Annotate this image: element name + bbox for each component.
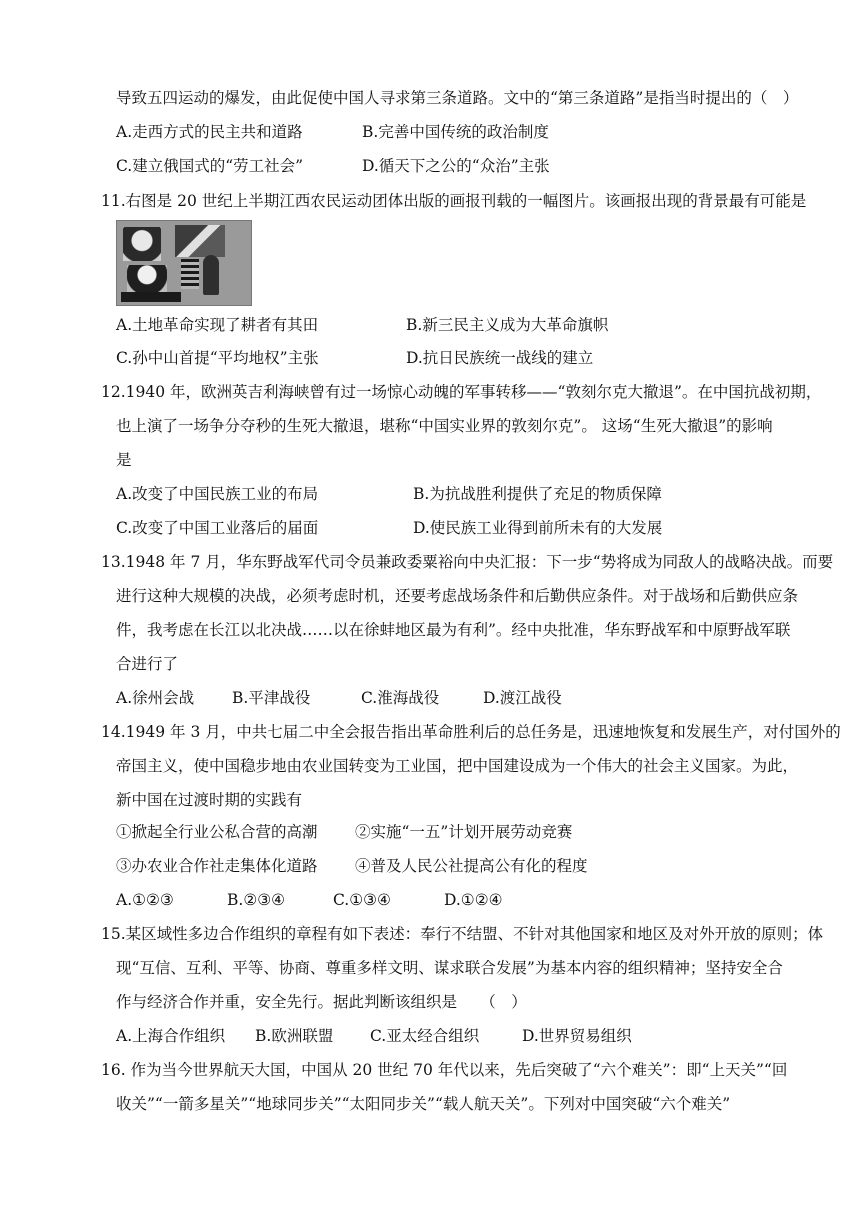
q14-option-a: A.①②③ xyxy=(116,891,174,909)
q13-stem-line1: 13.1948 年 7 月，华东野战军代司令员兼政委粟裕向中央汇报：下一步“势将成为同敌人的战略决战。而要 xyxy=(101,553,834,571)
q12-option-b: B.为抗战胜利提供了充足的物质保障 xyxy=(413,485,662,503)
q12-option-d: D.使民族工业得到前所未有的大发展 xyxy=(413,519,663,537)
q14-option-c: C.①③④ xyxy=(333,891,391,909)
q10-option-d: D.循天下之公的“众治”主张 xyxy=(362,157,550,175)
q15-option-c: C.亚太经合组织 xyxy=(370,1027,480,1045)
q12-stem-line2: 也上演了一场争分夺秒的生死大撤退，堪称“中国实业界的敦刻尔克”。 这场“生死大撤退”的影响 xyxy=(116,417,773,435)
caption-strokes xyxy=(181,259,199,289)
q14-stem-line2: 帝国主义，使中国稳步地由农业国转变为工业国，把中国建设成为一个伟大的社会主义国家。为此， xyxy=(116,757,799,775)
q13-stem-line2: 进行这种大规模的决战，必须考虑时机，还要考虑战场条件和后勤供应条件。对于战场和后勤供应条 xyxy=(116,587,799,605)
portrait-photo xyxy=(127,265,167,293)
q12-stem-line1: 12.1940 年，欧洲英吉利海峡曾有过一场惊心动魄的军事转移——“敦刻尔克大撤退”。在中国抗战初期， xyxy=(101,383,822,401)
q14-statement-1: ①掀起全行业公私合营的高潮 xyxy=(116,823,318,841)
q15-option-d: D.世界贸易组织 xyxy=(522,1027,632,1045)
q15-stem-line2: 现“互信、互利、平等、协商、尊重多样文明、谋求联合发展”为基本内容的组织精神；坚持安全合 xyxy=(116,959,783,977)
q13-option-d: D.渡江战役 xyxy=(483,689,562,707)
q14-option-d: D.①②④ xyxy=(444,891,503,909)
q13-stem-line3: 件，我考虑在长江以北决战……以在徐蚌地区最为有利”。经中央批准，华东野战军和中原野战军联 xyxy=(116,621,791,639)
flag-image xyxy=(175,225,225,257)
q15-option-b: B.欧洲联盟 xyxy=(255,1027,334,1045)
q11-option-c: C.孙中山首提“平均地权”主张 xyxy=(116,349,319,367)
q14-stem-line1: 14.1949 年 3 月，中共七届二中全会报告指出革命胜利后的总任务是，迅速地恢复和发展生产，对付国外的 xyxy=(101,723,841,741)
q14-stem-line3: 新中国在过渡时期的实践有 xyxy=(116,791,303,809)
q10-option-c: C.建立俄国式的“劳工社会” xyxy=(116,157,304,175)
q14-statement-2: ②实施“一五”计划开展劳动竞赛 xyxy=(355,823,573,841)
q12-option-a: A.改变了中国民族工业的布局 xyxy=(116,485,319,503)
q11-option-d: D.抗日民族统一战线的建立 xyxy=(406,349,594,367)
q12-option-c: C.改变了中国工业落后的届面 xyxy=(116,519,319,537)
q16-stem-line2: 收关”“一箭多星关”“地球同步关”“太阳同步关”“载人航天关”。下列对中国突破“六个难关” xyxy=(116,1095,731,1113)
q12-stem-line3: 是 xyxy=(116,451,132,469)
q10-option-a: A.走西方式的民主共和道路 xyxy=(116,123,303,141)
q15-stem-line1: 15.某区域性多边合作组织的章程有如下表述：奉行不结盟、不针对其他国家和地区及对外开放的原则；体 xyxy=(101,925,824,943)
q13-stem-line4: 合进行了 xyxy=(116,655,179,673)
q11-option-a: A.土地革命实现了耕者有其田 xyxy=(116,316,319,334)
caption-strip xyxy=(121,292,181,302)
q10-option-b: B.完善中国传统的政治制度 xyxy=(362,123,549,141)
q14-statement-3: ③办农业合作社走集体化道路 xyxy=(116,857,318,875)
q11-stem: 11.右图是 20 世纪上半期江西农民运动团体出版的画报刊载的一幅图片。该画报出现的背景最有可能是 xyxy=(101,192,807,210)
q11-option-b: B.新三民主义成为大革命旗帜 xyxy=(406,316,609,334)
portrait-photo xyxy=(123,227,161,261)
q13-option-c: C.淮海战役 xyxy=(361,689,440,707)
q14-statement-4: ④普及人民公社提高公有化的程度 xyxy=(355,857,588,875)
q15-stem-line3: 作与经济合作并重，安全先行。据此判断该组织是 （ ） xyxy=(116,993,527,1011)
q11-pictorial-image xyxy=(116,220,252,306)
q15-option-a: A.上海合作组织 xyxy=(116,1027,226,1045)
q13-option-a: A.徐州会战 xyxy=(116,689,195,707)
q13-option-b: B.平津战役 xyxy=(232,689,311,707)
q14-option-b: B.②③④ xyxy=(227,891,286,909)
q10-stem-continuation: 导致五四运动的爆发，由此促使中国人寻求第三条道路。文中的“第三条道路”是指当时提出的（ ） xyxy=(116,89,799,107)
standing-figure-image xyxy=(203,255,219,295)
q16-stem-line1: 16. 作为当今世界航天大国，中国从 20 世纪 70 年代以来，先后突破了“六个难关”：即“上天关”“回 xyxy=(101,1061,788,1079)
